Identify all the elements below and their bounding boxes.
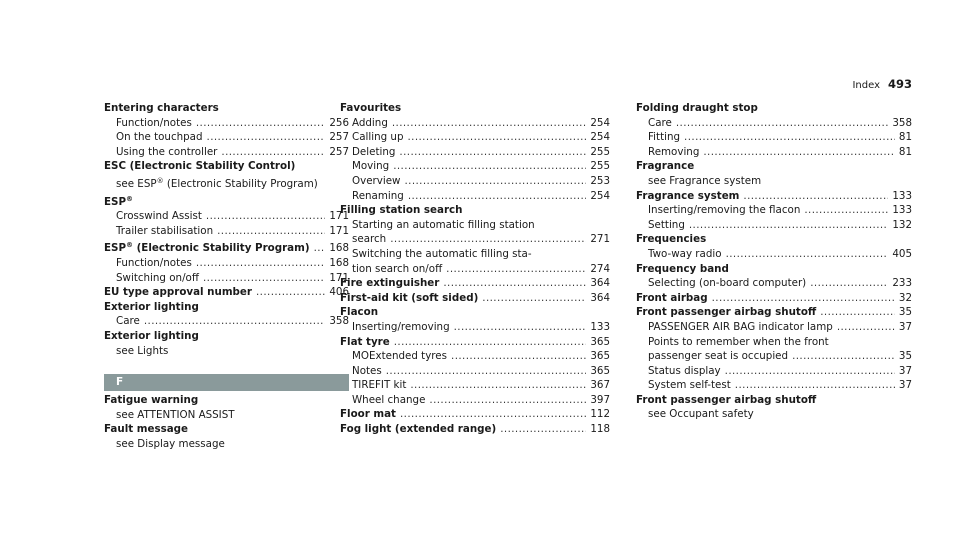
index-column-2 [340, 101, 610, 437]
entry-heading[interactable]: Front passenger airbag shutoff ..... 35 [636, 305, 912, 320]
index-subentry[interactable]: Selecting (on-board computer) ..... 233 [636, 276, 912, 291]
index-subentry[interactable]: Function/notes ..... 256 [104, 116, 349, 131]
index-subentry[interactable]: passenger seat is occupied ..... 35 [636, 349, 912, 364]
entry-heading[interactable]: Fog light (extended range) ..... 118 [340, 422, 610, 437]
entry-heading[interactable]: Front airbag ..... 32 [636, 291, 912, 306]
see-reference[interactable]: see ESP® (Electronic Stability Program) [116, 176, 318, 190]
entry-heading: Exterior lighting [104, 329, 199, 342]
entry-heading: Fault message [104, 423, 189, 436]
header-label: Index [852, 80, 880, 91]
entry-heading[interactable]: Fire extinguisher ..... 364 [340, 276, 610, 291]
index-subentry[interactable]: Adding ..... 254 [340, 116, 610, 131]
index-subentry[interactable]: Inserting/removing ..... 133 [340, 320, 610, 335]
index-subentry[interactable]: Overview ..... 253 [340, 174, 610, 189]
index-subentry[interactable]: Calling up ..... 254 [340, 130, 610, 145]
entry-fault-message [104, 422, 349, 451]
entry-heading: Frequencies [636, 233, 707, 246]
entry-front-passenger-airbag-shutoff-see [636, 393, 912, 422]
entry-heading[interactable]: Flat tyre ..... 365 [340, 335, 610, 350]
entry-front-airbag [636, 291, 912, 306]
page-header [852, 77, 912, 91]
index-subentry[interactable]: PASSENGER AIR BAG indicator lamp ..... 37 [636, 320, 912, 335]
entry-frequencies [636, 232, 912, 261]
entry-fragrance [636, 159, 912, 188]
see-reference[interactable]: see Display message [116, 437, 225, 450]
entry-entering-characters [104, 101, 349, 159]
index-subentry-wrap: Starting an automatic filling station [352, 218, 535, 231]
index-subentry[interactable]: search ..... 271 [340, 232, 610, 247]
entry-heading: Favourites [340, 102, 402, 114]
entry-fire-extinguisher [340, 276, 610, 291]
entry-heading: Folding draught stop [636, 102, 758, 114]
entry-filling-station-search [340, 203, 610, 276]
entry-heading: Exterior lighting [104, 300, 199, 313]
entry-heading[interactable]: ESP® (Electronic Stability Program) ..... 168 [104, 238, 349, 256]
index-subentry[interactable]: Function/notes ..... 168 [104, 256, 349, 271]
entry-heading[interactable]: EU type approval number ..... 406 [104, 285, 349, 300]
index-subentry[interactable]: Two-way radio ..... 405 [636, 247, 912, 262]
entry-front-passenger-airbag-shutoff [636, 305, 912, 393]
entry-fatigue-warning [104, 393, 349, 422]
index-subentry[interactable]: Moving ..... 255 [340, 159, 610, 174]
index-subentry[interactable]: Status display ..... 37 [636, 364, 912, 379]
entry-fog-light [340, 422, 610, 437]
entry-first-aid-kit [340, 291, 610, 306]
letter-section-bar: F [104, 374, 349, 391]
index-subentry[interactable]: Trailer stabilisation ..... 171 [104, 224, 349, 239]
entry-heading: Fatigue warning [104, 394, 199, 407]
index-subentry[interactable]: System self-test ..... 37 [636, 378, 912, 393]
entry-heading: Fragrance [636, 160, 695, 173]
entry-heading[interactable]: First-aid kit (soft sided) ..... 364 [340, 291, 610, 306]
see-reference[interactable]: see Occupant safety [648, 408, 754, 421]
entry-flacon [340, 305, 610, 334]
index-subentry[interactable]: MOExtended tyres ..... 365 [340, 349, 610, 364]
index-subentry-wrap: Switching the automatic filling sta- [352, 247, 532, 260]
index-column-3 [636, 101, 912, 422]
entry-heading: ESP® [104, 194, 133, 208]
index-subentry[interactable]: Crosswind Assist ..... 171 [104, 209, 349, 224]
see-reference[interactable]: see Fragrance system [648, 174, 762, 187]
index-subentry[interactable]: Wheel change ..... 397 [340, 393, 610, 408]
entry-floor-mat [340, 407, 610, 422]
entry-frequency-band [636, 262, 912, 291]
entry-heading: Filling station search [340, 204, 463, 217]
index-subentry-wrap: Points to remember when the front [648, 335, 829, 348]
entry-folding-draught-stop [636, 101, 912, 159]
entry-favourites [340, 101, 610, 203]
index-subentry[interactable]: Deleting ..... 255 [340, 145, 610, 160]
index-column-1 [104, 101, 349, 451]
index-subentry[interactable]: Inserting/removing the flacon ..... 133 [636, 203, 912, 218]
index-subentry[interactable]: Switching on/off ..... 171 [104, 271, 349, 286]
entry-esc [104, 159, 349, 191]
index-subentry[interactable]: Fitting ..... 81 [636, 130, 912, 145]
entry-esp-electronic-stability-program [104, 238, 349, 285]
see-reference[interactable]: see ATTENTION ASSIST [116, 408, 235, 421]
entry-exterior-lighting-see [104, 329, 349, 358]
index-subentry[interactable]: Notes ..... 365 [340, 364, 610, 379]
entry-eu-type-approval [104, 285, 349, 300]
page-number: 493 [887, 77, 912, 91]
entry-heading: Flacon [340, 306, 379, 319]
entry-heading: ESC (Electronic Stability Control) [104, 160, 296, 173]
index-subentry[interactable]: Renaming ..... 254 [340, 189, 610, 204]
entry-fragrance-system [636, 189, 912, 233]
index-subentry[interactable]: tion search on/off ..... 274 [340, 262, 610, 277]
entry-esp [104, 192, 349, 239]
entry-heading: Entering characters [104, 102, 219, 114]
see-reference[interactable]: see Lights [116, 344, 169, 357]
entry-exterior-lighting-care [104, 300, 349, 329]
entry-heading: Frequency band [636, 262, 729, 275]
entry-heading[interactable]: Fragrance system ..... 133 [636, 189, 912, 204]
entry-heading[interactable]: Floor mat ..... 112 [340, 407, 610, 422]
index-subentry[interactable]: Using the controller ..... 257 [104, 145, 349, 160]
index-subentry[interactable]: On the touchpad ..... 257 [104, 130, 349, 145]
index-subentry[interactable]: TIREFIT kit ..... 367 [340, 378, 610, 393]
index-subentry[interactable]: Care ..... 358 [104, 314, 349, 329]
entry-heading: Front passenger airbag shutoff [636, 393, 817, 406]
index-subentry[interactable]: Setting ..... 132 [636, 218, 912, 233]
entry-flat-tyre [340, 335, 610, 408]
index-subentry[interactable]: Care ..... 358 [636, 116, 912, 131]
index-subentry[interactable]: Removing ..... 81 [636, 145, 912, 160]
